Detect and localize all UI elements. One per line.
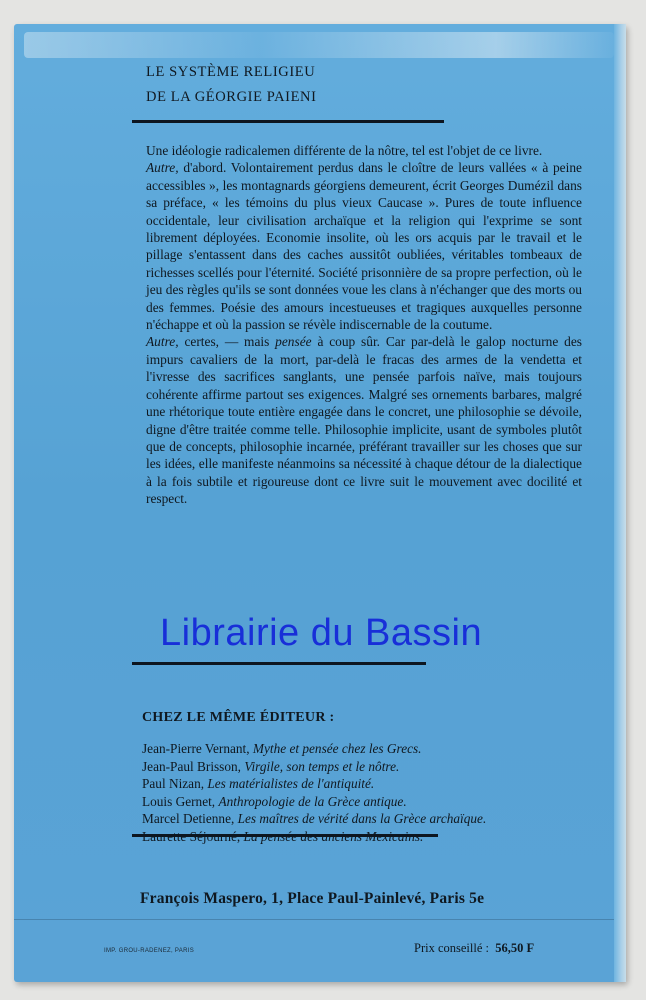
list-item: Louis Gernet, Anthropologie de la Grèce antique. (142, 793, 407, 809)
other-books-list (142, 740, 486, 845)
price-value: 56,50 F (495, 941, 535, 955)
divider-top (132, 120, 444, 123)
list-item: Paul Nizan, Les matérialistes de l'antiquité. (142, 776, 375, 791)
divider-bottom (132, 834, 438, 837)
printer-credit: IMP. GROU-RADENEZ, PARIS (104, 948, 194, 954)
italic-autre-2: Autre, (146, 334, 179, 350)
italic-pensee: pensée (275, 334, 312, 350)
italic-autre-1: Autre, (146, 160, 179, 176)
watermark-text: Librairie du Bassin (160, 612, 483, 654)
book-back-cover (14, 24, 626, 982)
list-item: Jean-Paul Brisson, Virgile, son temps et le nôtre. (142, 758, 400, 774)
paragraph-autre-2: Autre, certes, — mais pensée à coup sûr. Car par-delà le galop nocturne des impurs cavaliers de la mort, par-delà le fracas des armes de la vendetta et l'ivresse des sacrifices sanglants, une pensée parfois naïve, mais toujours cohérente affirme partout ses exigences. Malgré ses ornements barbares, malgré une rhétorique toute entière engagée dans le concret, une philosophie se dévoile, digne d'être traitée comme telle. Philosophie implicite, usant de symboles plutôt que de concepts, philosophie incarnée, préférant travailler sur les choses que sur les idées, elle manifeste néanmoins sa nécessité à chaque détour de la dialectique à la fois subtile et rigoureuse dont ce livre suit le mouvement avec docilité et respect. (146, 334, 582, 507)
cover-wear-strip (24, 32, 614, 58)
cover-edge (614, 24, 626, 982)
description-text (146, 142, 582, 508)
list-item: Marcel Detienne, Les maîtres de vérité dans la Grèce archaïque. (142, 811, 487, 826)
paragraph-autre-1: Autre, d'abord. Volontairement perdus dans le cloître de leurs vallées « à peine accessibles », les montagnards géorgiens demeurent, écrit Georges Dumézil dans sa préface, « les témoins du plus vieux Caucase ». Pures de toute influence occidentale, leur civilisation archaïque et la religion qui l'exprime se sont librement déployées. Economie insolite, où les ors acquis par le travail et le pillage s'entassent dans des caches aussitôt oubliées, véritables tombeaux de richesses scellés pour l'éternité. Société prisonnière de sa propre perfection, où le jeu des règles qu'ils se sont données voue les clans à n'échanger que des morts ou des femmes. Poésie des amours incestueuses et tragiques auxquelles personne n'échappe et où la passion se révèle indiscernable de la coutume. (146, 160, 582, 333)
price-label: Prix conseillé : 56,50 F (414, 941, 535, 955)
list-item: Jean-Pierre Vernant, Mythe et pensée chez les Grecs. (142, 741, 422, 756)
same-publisher-heading: CHEZ LE MÊME ÉDITEUR : (142, 710, 335, 725)
book-title-line-1: LE SYSTÈME RELIGIEU (146, 64, 316, 80)
paragraph-intro: Une idéologie radicalemen différente de la nôtre, tel est l'objet de ce livre. (146, 143, 543, 158)
publisher-address: François Maspero, 1, Place Paul-Painlevé, Paris 5e (140, 890, 485, 907)
footer-divider (14, 919, 614, 920)
divider-middle (132, 662, 426, 665)
book-title-line-2: DE LA GÉORGIE PAIENI (146, 89, 317, 105)
